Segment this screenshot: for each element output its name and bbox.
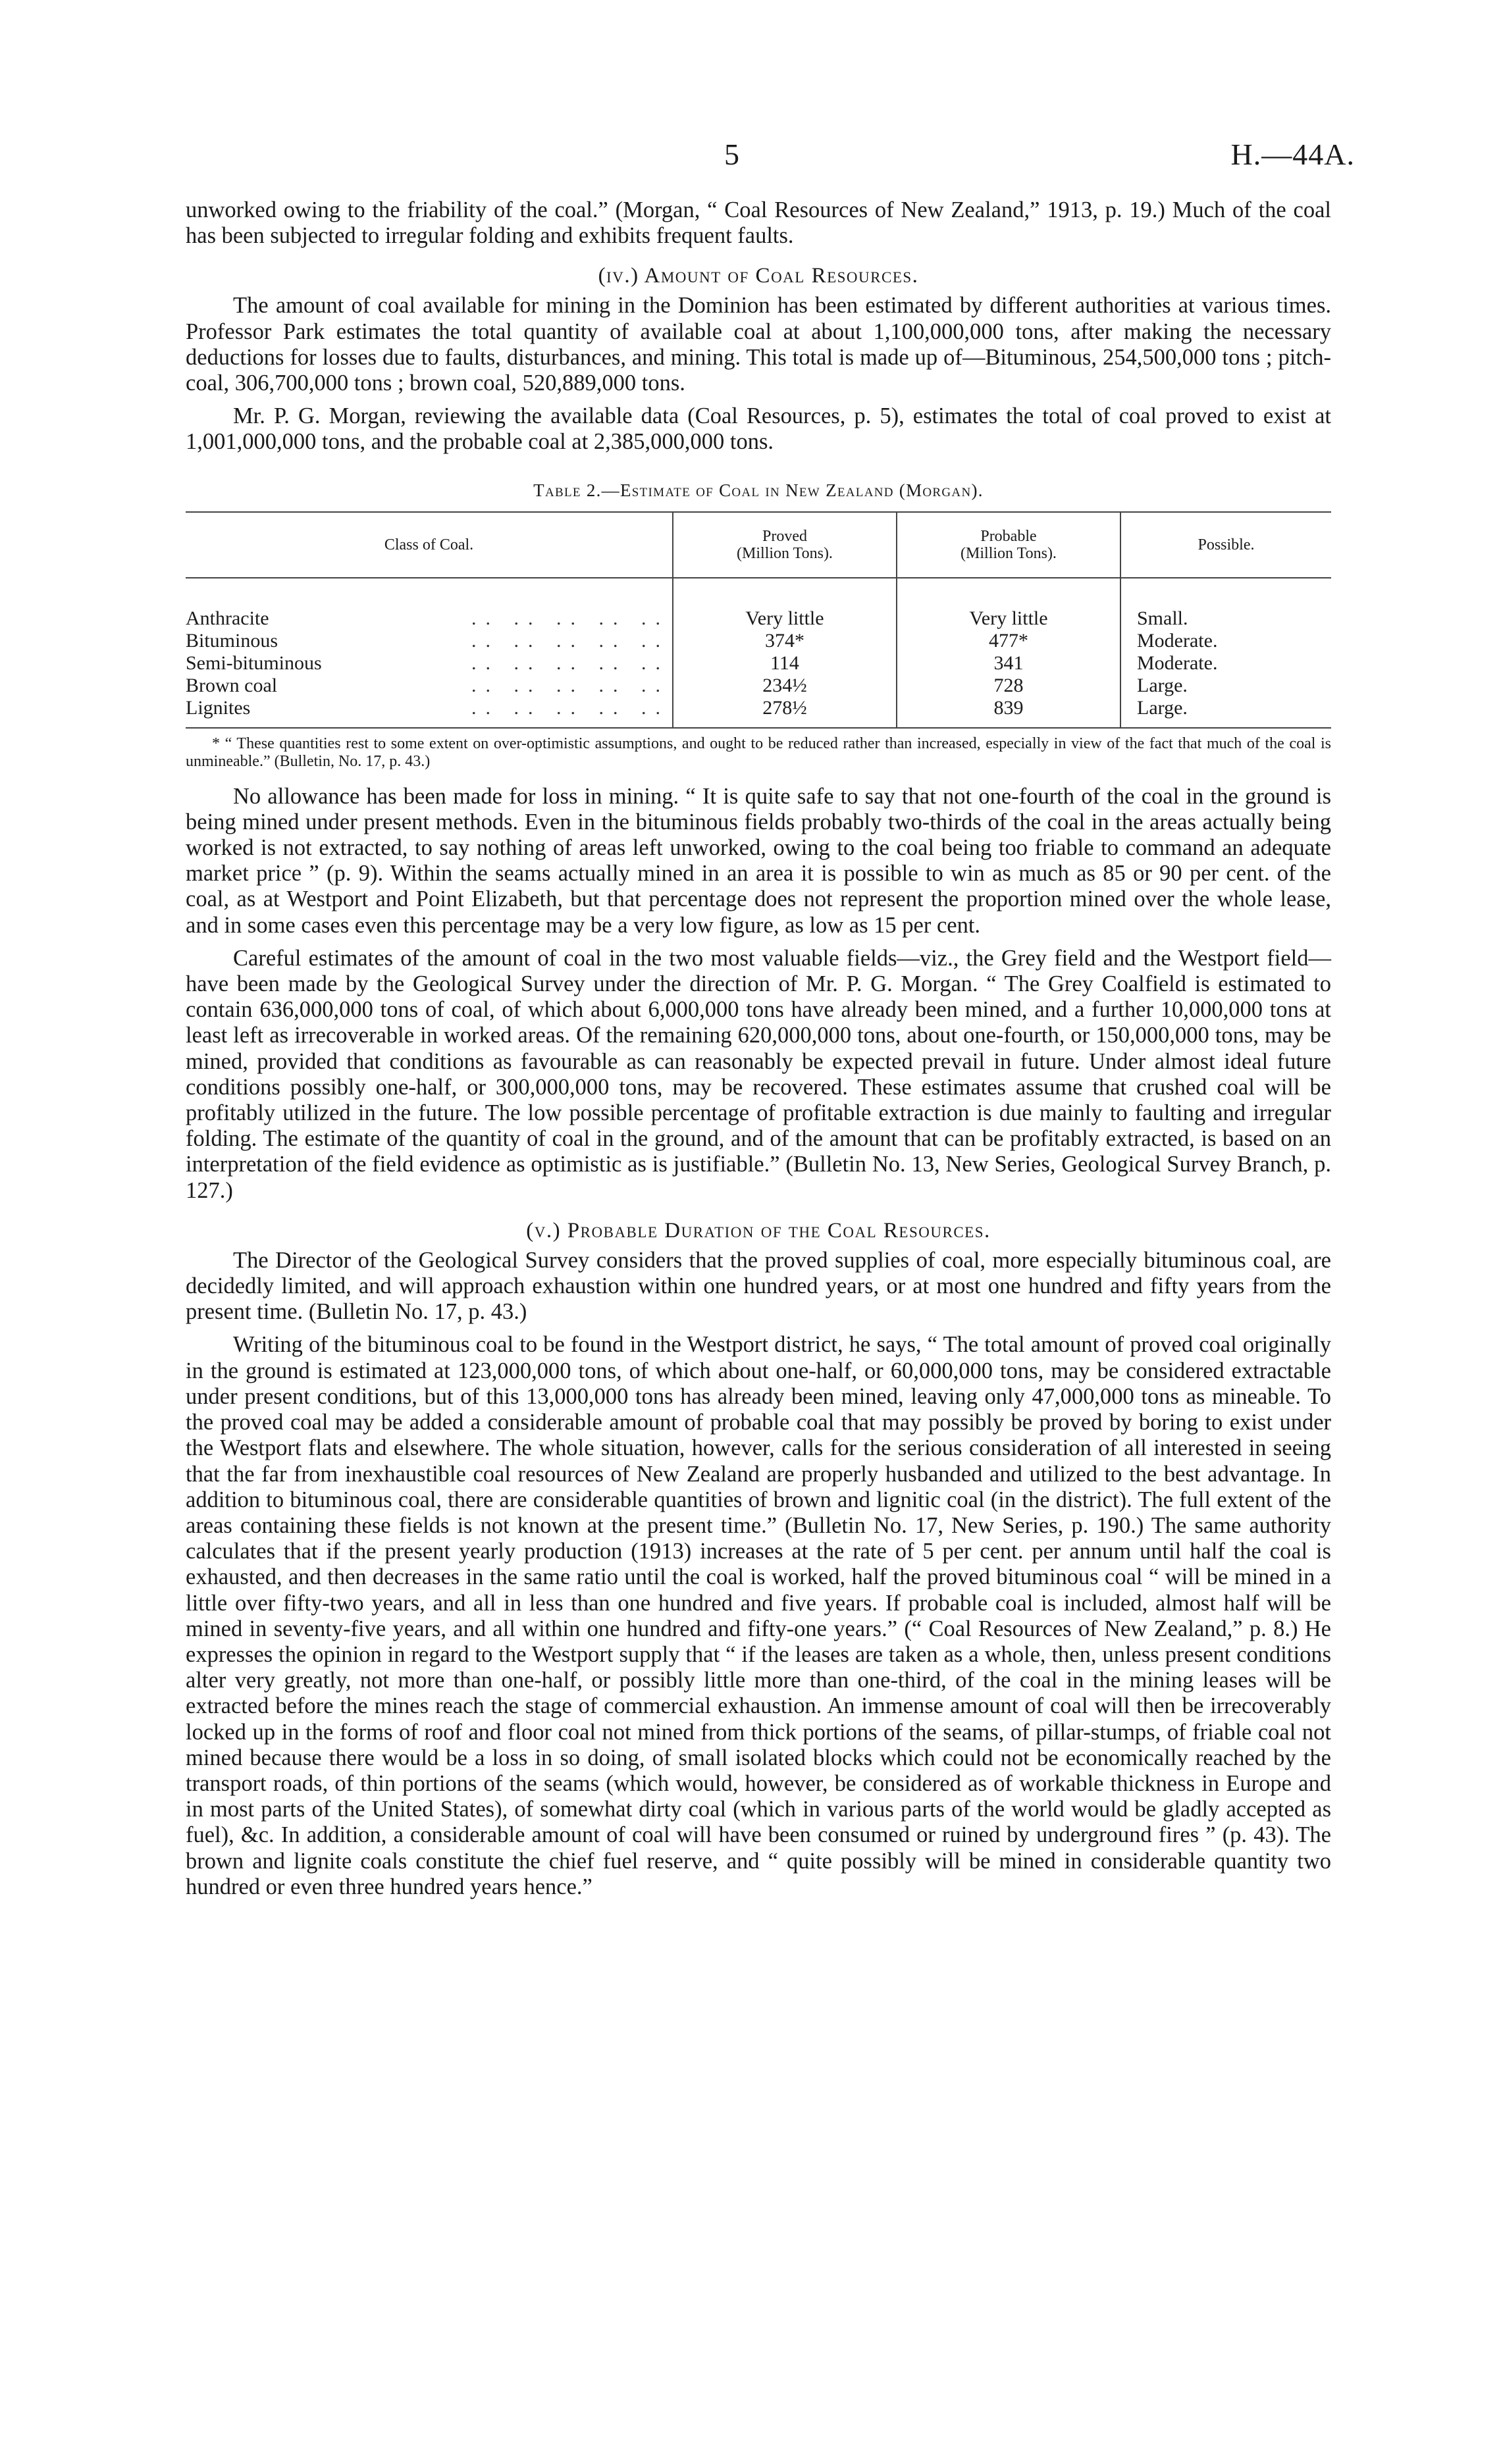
table-header-row bbox=[186, 512, 1331, 578]
cell-proved: 234½ bbox=[673, 675, 897, 697]
table-row bbox=[186, 652, 1331, 675]
col-header-possible: Possible. bbox=[1120, 512, 1331, 578]
paragraph-park-estimate: The amount of coal available for mining in the Dominion has been estimated by different authorities at various times. Professor Park estimates the total quantity of available coal at about 1,100,000,000 tons, after making the necessary deductions for losses due to faults, disturbances, and mining. This total is made up of—Bituminous, 254,500,000 tons ; pitch-coal, 306,700,000 tons ; brown coal, 520,889,000 tons. bbox=[186, 293, 1331, 396]
col-header-proved-line2: (Million Tons). bbox=[737, 544, 833, 562]
paragraph-grey-westport: Careful estimates of the amount of coal in the two most valuable fields—viz., the Grey field and the Westport field—have been made by the Geological Survey under the direction of Mr. P. G. Morgan. “ The Grey Coalfield is estimated to contain 636,000,000 tons of coal, of which about 6,000,000 tons have already been mined, and a further 10,000,000 tons at least left as irrecoverable in worked areas. Of the remaining 620,000,000 tons, about one-fourth, or 150,000,000 tons, may be mined, provided that conditions as favourable as can reasonably be expected prevail in future. Under almost ideal future conditions possibly one-half, or 300,000,000 tons, may be recovered. These estimates assume that crushed coal will be profitably utilized in the future. The low possible percentage of profitable extraction is due mainly to faulting and irregular folding. The estimate of the quantity of coal in the ground, and of the amount that can be profitably extracted, is based on an interpretation of the field evidence as optimistic as is justifiable.” (Bulletin No. 13, New Series, Geological Survey Branch, p. 127.) bbox=[186, 945, 1331, 1203]
col-header-probable-line1: Probable bbox=[980, 527, 1037, 545]
cell-probable: 728 bbox=[897, 675, 1120, 697]
table-title: Table 2.—Estimate of Coal in New Zealand (Morgan). bbox=[533, 480, 984, 500]
coal-estimate-table bbox=[186, 511, 1331, 729]
table-footnote: * “ These quantities rest to some extent on over-optimistic assumptions, and ought to be reduced rather than increased, especially in view of the fact that much of the coal is unmineable.” (Bulletin, No. 17, p. 43.) bbox=[186, 734, 1331, 770]
cell-proved: 374* bbox=[673, 630, 897, 652]
cell-class: Brown coal .. .. .. .. .. bbox=[186, 674, 670, 696]
cell-class: Lignites .. .. .. .. .. bbox=[186, 697, 673, 728]
table-spacer-row bbox=[186, 578, 1331, 607]
section-heading-duration: (v.) Probable Duration of the Coal Resources. bbox=[526, 1218, 991, 1243]
col-header-proved bbox=[673, 512, 897, 578]
paragraph-morgan-estimate: Mr. P. G. Morgan, reviewing the available data (Coal Resources, p. 5), estimates the total of coal proved to exist at 1,001,000,000 tons, and the probable coal at 2,385,000,000 tons. bbox=[186, 403, 1331, 455]
cell-class: Anthracite .. .. .. .. .. bbox=[186, 607, 670, 629]
cell-probable: 839 bbox=[897, 697, 1120, 728]
cell-class: Bituminous .. .. .. .. .. bbox=[186, 629, 670, 652]
cell-probable: Very little bbox=[897, 607, 1120, 630]
section-heading-amount: (iv.) Amount of Coal Resources. bbox=[598, 264, 919, 288]
col-header-probable-line2: (Million Tons). bbox=[961, 544, 1057, 562]
paper-reference: H.—44A. bbox=[1230, 138, 1355, 171]
cell-probable: 341 bbox=[897, 652, 1120, 675]
cell-class: Semi-bituminous .. .. .. .. .. bbox=[186, 652, 670, 674]
cell-probable: 477* bbox=[897, 630, 1120, 652]
cell-proved: 278½ bbox=[673, 697, 897, 728]
cell-possible: Moderate. bbox=[1120, 630, 1331, 652]
page-body bbox=[186, 197, 1331, 1900]
cell-possible: Large. bbox=[1120, 697, 1331, 728]
cell-possible: Small. bbox=[1120, 607, 1331, 630]
col-header-proved-line1: Proved bbox=[762, 527, 807, 545]
table-row bbox=[186, 697, 1331, 728]
table-row bbox=[186, 630, 1331, 652]
paragraph-westport-district: Writing of the bituminous coal to be found in the Westport district, he says, “ The total amount of proved coal originally in the ground is estimated at 123,000,000 tons, of which about one-half, or 60,000,000 tons, may be considered extractable under present conditions, but of this 13,000,000 tons has already been mined, leaving only 47,000,000 tons as mineable. To the proved coal may be added a considerable amount of probable coal that may possibly be proved by boring to exist under the Westport flats and elsewhere. The whole situation, however, calls for the serious consideration of all interested in seeing that the far from inexhaustible coal resources of New Zealand are properly husbanded and utilized to the best advantage. In addition to bituminous coal, there are considerable quantities of brown and lignitic coal (in the district). The full extent of the areas containing these fields is not known at the present time.” (Bulletin No. 17, New Series, p. 190.) The same authority calculates that if the present yearly production (1913) increases at the rate of 5 per cent. per annum until half the coal is exhausted, and then decreases in the same ratio until the coal is worked, half the proved bituminous coal “ will be mined in a little over fifty-two years, and all in less than one hundred and five years. If probable coal is included, almost half will be mined in seventy-five years, and all within one hundred and fifty-one years.” (“ Coal Resources of New Zealand,” p. 8.) He expresses the opinion in regard to the Westport supply that “ if the leases are taken as a whole, then, unless present conditions alter very greatly, not more than one-half, or possibly little more than one-third, of the coal in the mining leases will be extracted before the mines reach the stage of commercial exhaustion. An immense amount of coal will then be irrecoverably locked up in the forms of roof and floor coal not mined from thick portions of the seams, of pillar-stumps, of friable coal not mined because there would be a loss in so doing, of small isolated blocks which could not be economically reached by the transport roads, of thin portions of the seams (which would, however, be considered as of workable thickness in Europe and in most parts of the United States), of somewhat dirty coal (which in various parts of the world would be gladly accepted as fuel), &c. In addition, a considerable amount of coal will have been consumed or ruined by underground fires ” (p. 43). The brown and lignite coals constitute the chief fuel reserve, and “ quite possibly will be mined in considerable quantity two hundred or even three hundred years hence.” bbox=[186, 1332, 1331, 1899]
page-number: 5 bbox=[724, 138, 739, 171]
table-row bbox=[186, 607, 1331, 630]
table-row bbox=[186, 675, 1331, 697]
cell-possible: Large. bbox=[1120, 675, 1331, 697]
col-header-class: Class of Coal. bbox=[186, 512, 673, 578]
col-header-probable bbox=[897, 512, 1120, 578]
cell-proved: Very little bbox=[673, 607, 897, 630]
paragraph-loss-in-mining: No allowance has been made for loss in mining. “ It is quite safe to say that not one-fourth of the coal in the ground is being mined under present methods. Even in the bituminous fields probably two-thirds of the coal in the areas actually being worked is not extracted, to say nothing of areas left unworked, owing to the coal being too friable to command an adequate market price ” (p. 9). Within the seams actually mined in an area it is possible to win as much as 85 or 90 per cent. of the coal, as at Westport and Point Elizabeth, but that percentage does not represent the proportion mined over the whole lease, and in some cases even this percentage may be a very low figure, as low as 15 per cent. bbox=[186, 783, 1331, 938]
cell-proved: 114 bbox=[673, 652, 897, 675]
cell-possible: Moderate. bbox=[1120, 652, 1331, 675]
paragraph-continued: unworked owing to the friability of the coal.” (Morgan, “ Coal Resources of New Zealand,” 1913, p. 19.) Much of the coal has been subjected to irregular folding and exhibits frequent faults. bbox=[186, 197, 1331, 249]
paragraph-director-view: The Director of the Geological Survey considers that the proved supplies of coal, more especially bituminous coal, are decidedly limited, and will approach exhaustion within one hundred years, or at most one hundred and fifty years from the present time. (Bulletin No. 17, p. 43.) bbox=[186, 1247, 1331, 1325]
